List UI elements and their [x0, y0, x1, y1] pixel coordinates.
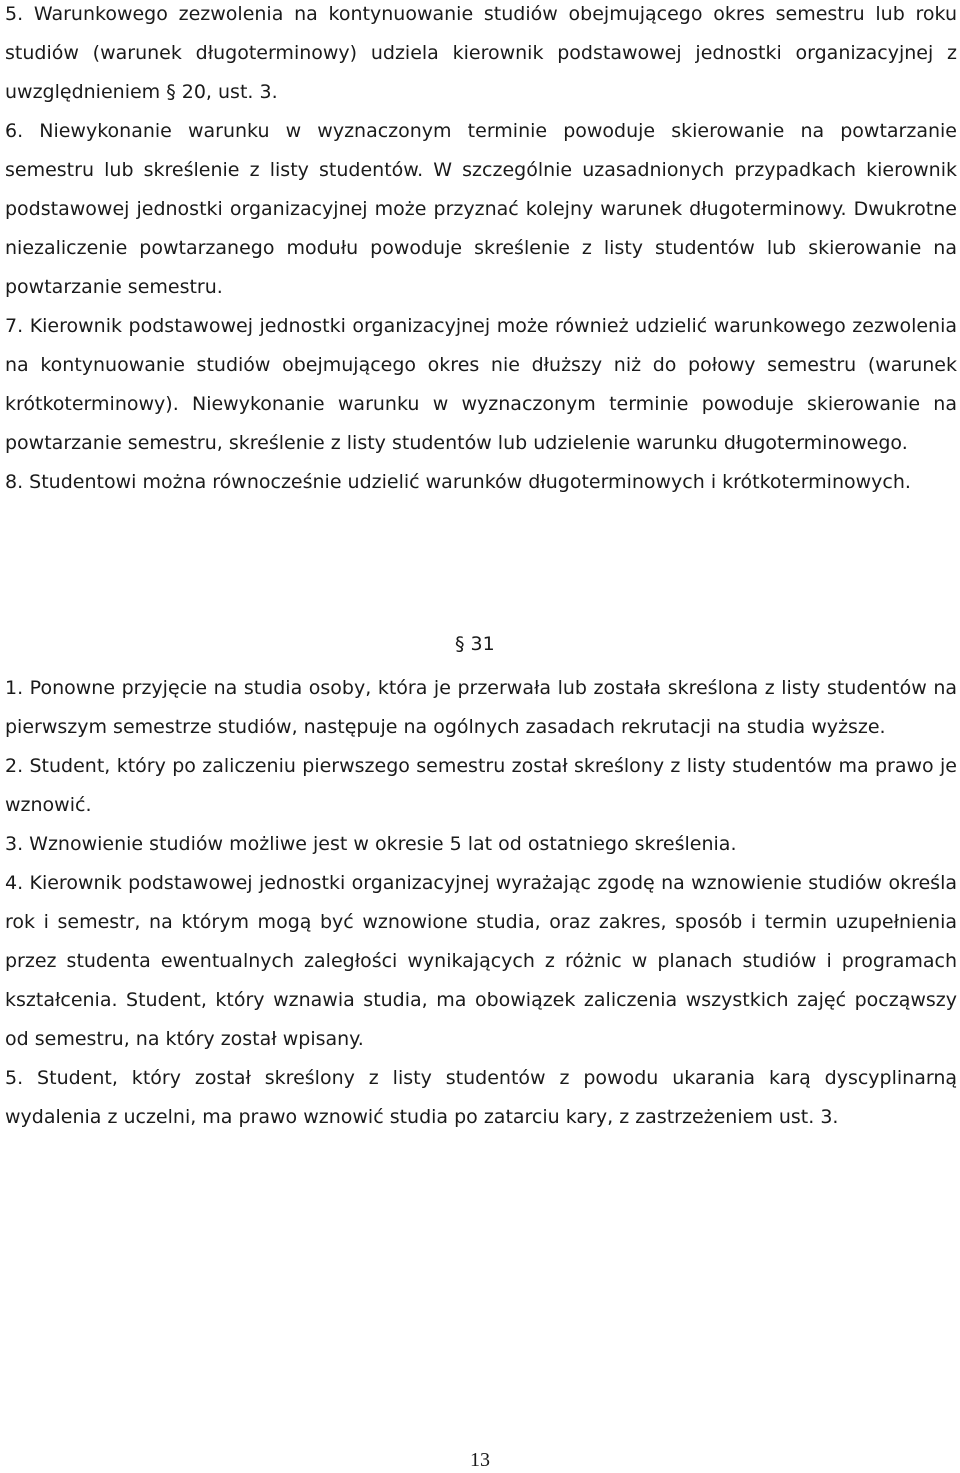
paragraph-7: 7. Kierownik podstawowej jednostki organizacyjnej może również udzielić warunkowego zezwolenia na kontynuowanie studiów obejmującego okres nie dłuższy niż do połowy semestru (warunek krótkoterminowy). Niewykonanie warunku w wyznaczonym terminie powoduje skierowanie na powtarzanie semestru, skreślenie z listy studentów lub udzielenie warunku długoterminowego.: [5, 315, 957, 454]
paragraph-5b: 5. Student, który został skreślony z listy studentów z powodu ukarania karą dyscyplinarną wydalenia z uczelni, ma prawo wznowić studia po zatarciu kary, z zastrzeżeniem ust. 3.: [5, 1067, 957, 1128]
paragraph-2: 2. Student, który po zaliczeniu pierwszego semestru został skreślony z listy studentów ma prawo je wznowić.: [5, 755, 957, 816]
page-number: 13: [470, 1449, 490, 1471]
paragraph-5: 5. Warunkowego zezwolenia na kontynuowanie studiów obejmującego okres semestru lub roku studiów (warunek długoterminowy) udziela kierownik podstawowej jednostki organizacyjnej z uwzględnieniem § 20, ust. 3.: [5, 3, 957, 103]
paragraph-6: 6. Niewykonanie warunku w wyznaczonym terminie powoduje skierowanie na powtarzanie semestru lub skreślenie z listy studentów. W szczególnie uzasadnionych przypadkach kierownik podstawowej jednostki organizacyjnej może przyznać kolejny warunek długoterminowy. Dwukrotne niezaliczenie powtarzanego modułu powoduje skreślenie z listy studentów lub skierowanie na powtarzanie semestru.: [5, 120, 957, 298]
paragraph-1: 1. Ponowne przyjęcie na studia osoby, która je przerwała lub została skreślona z listy studentów na pierwszym semestrze studiów, następuje na ogólnych zasadach rekrutacji na studia wyższe.: [5, 677, 957, 738]
paragraph-3: 3. Wznowienie studiów możliwe jest w okresie 5 lat od ostatniego skreślenia.: [5, 833, 737, 855]
top-paragraphs: [5, 0, 957, 502]
section-heading: § 31: [455, 633, 495, 655]
paragraph-8: 8. Studentowi można równocześnie udzielić warunków długoterminowych i krótkoterminowych.: [5, 471, 911, 493]
bottom-paragraphs: [5, 669, 957, 1137]
paragraph-4: 4. Kierownik podstawowej jednostki organizacyjnej wyrażając zgodę na wznowienie studiów określa rok i semestr, na którym mogą być wznowione studia, oraz zakres, sposób i termin uzupełnienia przez studenta ewentualnych zaległości wynikających z różnic w planach studiów i programach kształcenia. Student, który wznawia studia, ma obowiązek zaliczenia wszystkich zajęć począwszy od semestru, na który został wpisany.: [5, 872, 957, 1050]
